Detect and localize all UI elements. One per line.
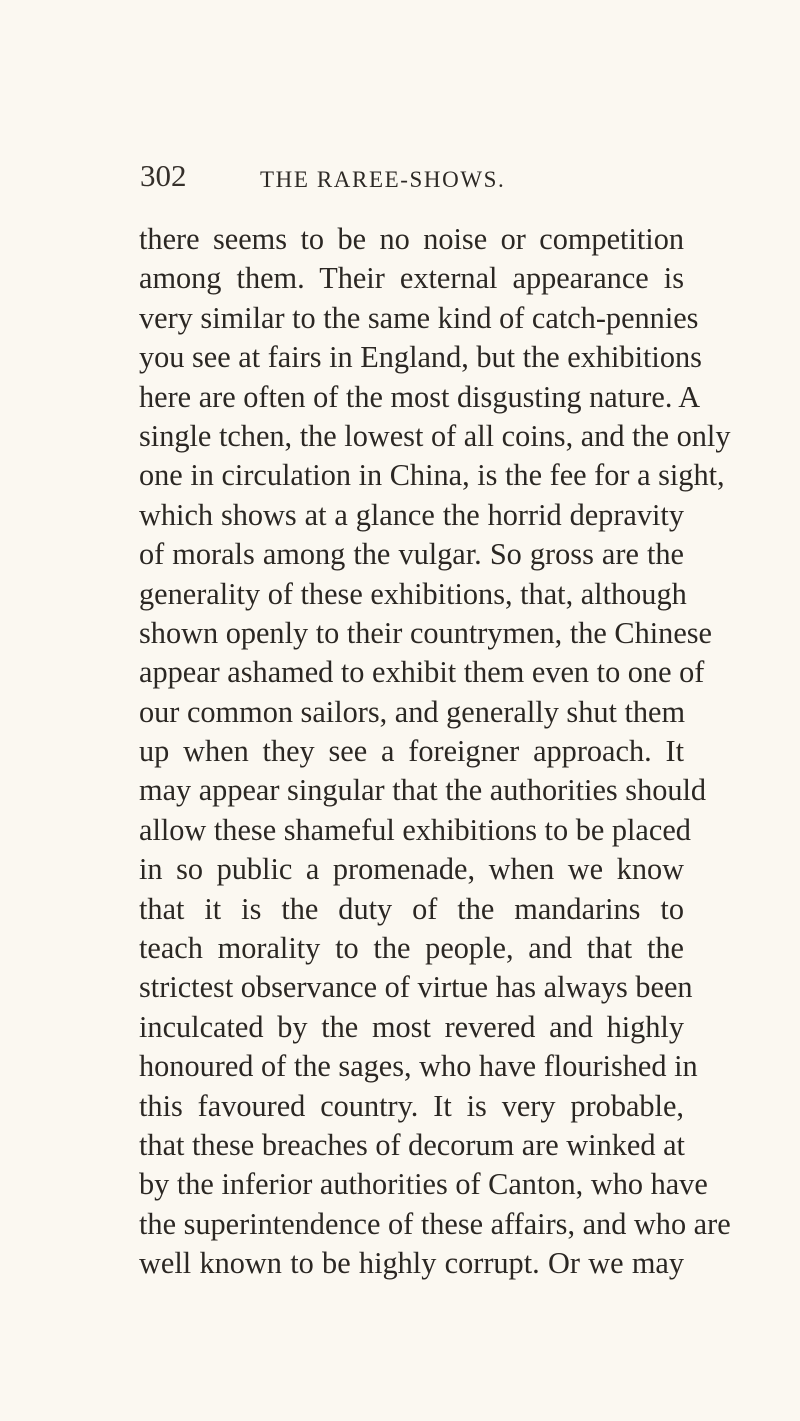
text-line: generality of these exhibitions, that, although bbox=[139, 576, 687, 611]
text-line: which shows at a glance the horrid depravity bbox=[139, 497, 684, 532]
text-line: teach morality to the people, and that the bbox=[139, 931, 684, 966]
text-line: the superintendence of these affairs, and who are bbox=[139, 1206, 731, 1241]
text-line: in so public a promenade, when we know bbox=[139, 852, 684, 887]
text-line: very similar to the same kind of catch-pennies bbox=[139, 300, 699, 335]
body-text bbox=[139, 220, 731, 1284]
text-line: up when they see a foreigner approach. It bbox=[139, 734, 684, 769]
text-line: our common sailors, and generally shut them bbox=[139, 694, 686, 729]
text-line: by the inferior authorities of Canton, who have bbox=[139, 1167, 708, 1202]
text-line: among them. Their external appearance is bbox=[139, 261, 684, 296]
text-line: shown openly to their countrymen, the Chinese bbox=[139, 615, 713, 650]
text-line: that it is the duty of the mandarins to bbox=[139, 891, 684, 926]
running-title: THE RAREE-SHOWS. bbox=[260, 167, 506, 192]
text-line: strictest observance of virtue has always been bbox=[139, 970, 693, 1005]
text-line: inculcated by the most revered and highly bbox=[139, 1009, 684, 1044]
text-line: that these breaches of decorum are winked at bbox=[139, 1127, 685, 1162]
text-line: here are often of the most disgusting nature. A bbox=[139, 379, 701, 414]
text-line: you see at fairs in England, but the exhibitions bbox=[139, 340, 702, 375]
page-number: 302 bbox=[140, 158, 187, 193]
text-line: one in circulation in China, is the fee for a sight, bbox=[139, 458, 725, 493]
text-line: allow these shameful exhibitions to be placed bbox=[139, 812, 691, 847]
text-line: there seems to be no noise or competition bbox=[139, 222, 684, 256]
text-line: well known to be highly corrupt. Or we may bbox=[139, 1246, 684, 1281]
text-line: appear ashamed to exhibit them even to one of bbox=[139, 655, 705, 690]
text-line: honoured of the sages, who have flourished in bbox=[139, 1049, 698, 1084]
text-line: of morals among the vulgar. So gross are the bbox=[139, 537, 684, 572]
text-line: single tchen, the lowest of all coins, and the only bbox=[139, 418, 731, 453]
text-line: may appear singular that the authorities should bbox=[139, 773, 707, 808]
text-line: this favoured country. It is very probable, bbox=[139, 1088, 684, 1123]
